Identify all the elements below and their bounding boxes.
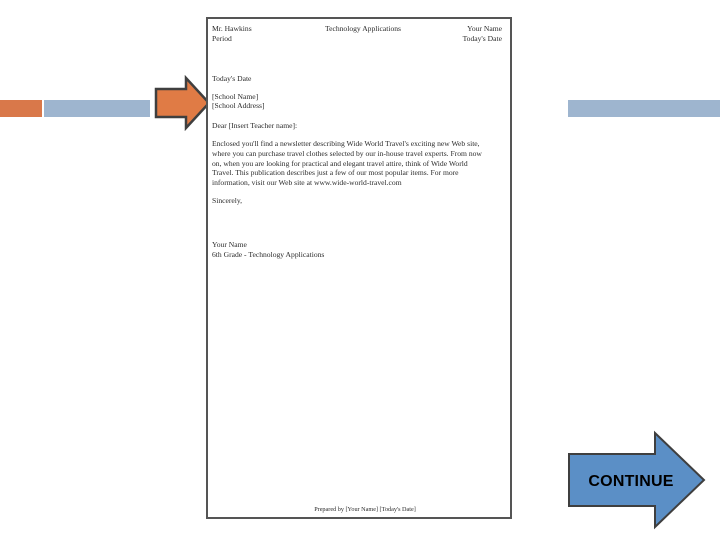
blue-accent-bar-right (568, 100, 720, 117)
signature-class: 6th Grade - Technology Applications (212, 249, 325, 259)
school-name: [School Name] (212, 91, 259, 101)
continue-button-label[interactable]: CONTINUE (588, 473, 674, 490)
date-line: Today's Date (212, 74, 252, 83)
orange-right-arrow-icon (153, 75, 213, 131)
closing: Sincerely, (212, 196, 243, 206)
document-header (212, 24, 502, 44)
teacher-name: Mr. Hawkins (212, 24, 252, 33)
course-title: Technology Applications (324, 24, 402, 33)
letter-document (206, 17, 512, 519)
body-line: information, visit our Web site at www.wide-world-travel.com (212, 177, 402, 187)
signature-name: Your Name (212, 239, 247, 249)
school-address: [School Address] (212, 101, 265, 111)
continue-arrow-button[interactable] (566, 430, 708, 530)
body-line: Travel. This publication describes just a few of our most popular items. For more (212, 168, 459, 178)
your-name-header: Your Name (467, 24, 502, 33)
orange-accent-bar (0, 100, 42, 117)
body-line: where you can purchase travel clothes selected by our in-house travel experts. From now (212, 148, 482, 158)
blue-accent-bar-left (44, 100, 150, 117)
letter-body (212, 139, 502, 187)
period-label: Period (212, 33, 232, 43)
salutation: Dear [Insert Teacher name]: (212, 120, 298, 130)
date-header: Today's Date (462, 33, 502, 43)
body-line: Enclosed you'll find a newsletter describing Wide World Travel's exciting new Web site, (212, 139, 480, 149)
body-line: on, when you are looking for practical and elegant travel attire, think of Wide World (212, 158, 468, 168)
document-footer: Prepared by [Your Name] [Today's Date] (314, 506, 416, 513)
